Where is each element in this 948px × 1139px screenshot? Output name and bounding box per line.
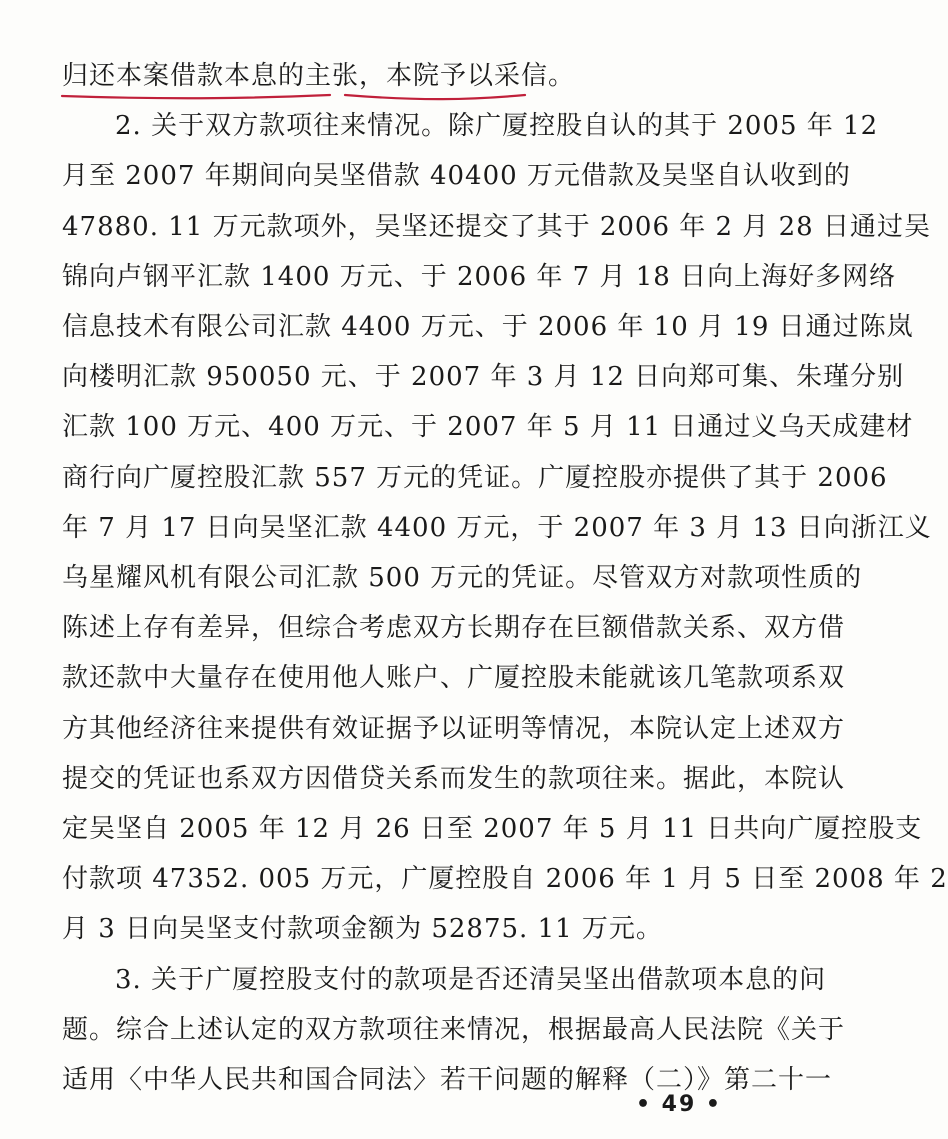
text-line-20: 题。综合上述认定的双方款项往来情况，根据最高人民法院《关于 [62,1014,846,1045]
text-line-5: 锦向卢钢平汇款 1400 万元、于 2006 年 7 月 18 日向上海好多网络 [62,261,897,292]
text-line-1: 归还本案借款本息的主张，本院予以采信。 [62,61,576,91]
text-line-6: 信息技术有限公司汇款 4400 万元、于 2006 年 10 月 19 日通过陈岚 [62,312,914,342]
text-line-10: 年 7 月 17 日向吴坚汇款 4400 万元，于 2007 年 3 月 13 日向浙江义 [62,512,932,543]
page-number: • 49 • [635,1092,722,1117]
text-line-12: 陈述上存有差异，但综合考虑双方长期存在巨额借款关系、双方借 [62,613,846,644]
text-line-9: 商行向广厦控股汇款 557 万元的凭证。广厦控股亦提供了其于 2006 [62,462,888,493]
text-line-21: 适用〈中华人民共和国合同法〉若干问题的解释（二）》第二十一 [62,1065,833,1095]
text-line-3: 月至 2007 年期间向吴坚借款 40400 万元借款及吴坚自认收到的 [62,161,851,192]
text-line-2: 2. 关于双方款项往来情况。除广厦控股自认的其于 2005 年 12 [115,111,879,142]
text-line-4: 47880. 11 万元款项外，吴坚还提交了其于 2006 年 2 月 28 日通过吴 [62,211,931,242]
text-line-15: 提交的凭证也系双方因借贷关系而发生的款项往来。据此，本院认 [62,763,846,794]
text-line-14: 方其他经济往来提供有效证据予以证明等情况，本院认定上述双方 [62,713,846,744]
text-line-16: 定吴坚自 2005 年 12 月 26 日至 2007 年 5 月 11 日共向广厦控股支 [62,814,923,844]
text-line-18: 月 3 日向吴坚支付款项金额为 52875. 11 万元。 [62,914,663,945]
text-line-17: 付款项 47352. 005 万元，广厦控股自 2006 年 1 月 5 日至 2008 年 2 [62,864,948,895]
text-line-7: 向楼明汇款 950050 元、于 2007 年 3 月 12 日向郑可集、朱瑾分别 [62,362,905,393]
text-line-13: 款还款中大量存在使用他人账户、广厦控股未能就该几笔款项系双 [62,663,846,694]
text-line-11: 乌星耀风机有限公司汇款 500 万元的凭证。尽管双方对款项性质的 [62,563,863,593]
text-line-19: 3. 关于广厦控股支付的款项是否还清吴坚出借款项本息的问 [115,964,827,995]
text-line-8: 汇款 100 万元、400 万元、于 2007 年 5 月 11 日通过义乌天成建材 [62,412,914,443]
